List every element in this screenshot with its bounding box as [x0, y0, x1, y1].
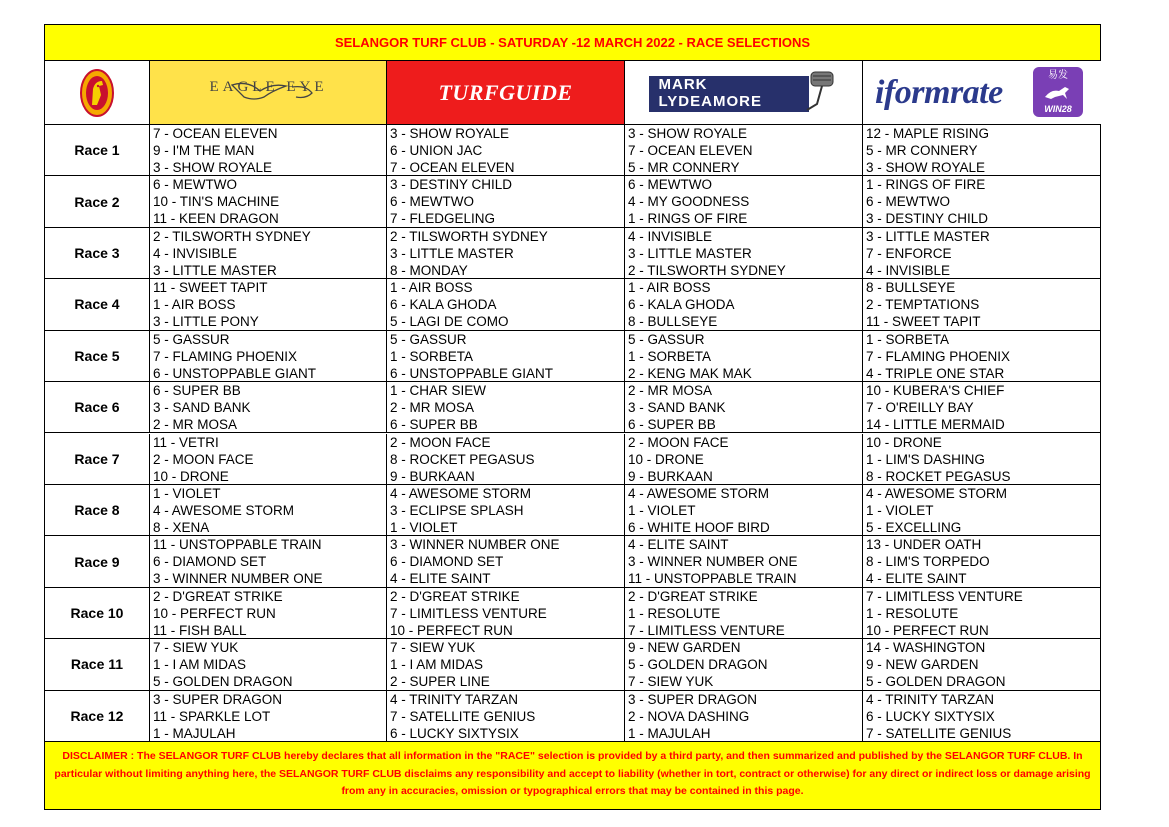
selection-entry: 7 - FLAMING PHOENIX	[866, 348, 1011, 364]
selection-entry: 1 - MAJULAH	[153, 725, 236, 741]
race-row	[45, 331, 1100, 382]
selection-entry: 6 - LUCKY SIXTYSIX	[866, 708, 995, 724]
selection-entry: 3 - LITTLE MASTER	[628, 245, 752, 261]
iformrate-selection-cell	[863, 536, 1102, 586]
selection-entry: 5 - GOLDEN DRAGON	[628, 657, 768, 673]
selection-entry: 3 - DESTINY CHILD	[390, 177, 513, 193]
selection-entry: 4 - AWESOME STORM	[390, 485, 532, 501]
selection-entry: 1 - VIOLET	[153, 485, 221, 501]
race-row	[45, 176, 1100, 227]
iformrate-selection-cell	[863, 228, 1102, 278]
race-label: Race 1	[45, 125, 150, 175]
selection-entry: 1 - CHAR SIEW	[390, 383, 487, 399]
selection-entry: 2 - MOON FACE	[390, 434, 491, 450]
selection-entry: 8 - BULLSEYE	[866, 280, 956, 296]
selection-entry: 6 - MEWTWO	[628, 177, 712, 193]
mark-lydeamore-selection-cell	[625, 125, 863, 175]
selection-entry: 11 - VETRI	[153, 434, 219, 450]
selection-entry: 4 - TRIPLE ONE STAR	[866, 365, 1005, 381]
selection-entry: 6 - SUPER BB	[153, 383, 241, 399]
race-label: Race 9	[45, 536, 150, 586]
selection-entry: 6 - UNION JAC	[390, 143, 483, 158]
selection-entry: 1 - VIOLET	[390, 519, 458, 535]
selection-entry: 6 - LUCKY SIXTYSIX	[390, 725, 519, 741]
selection-entry: 1 - RINGS OF FIRE	[628, 211, 748, 227]
selection-entry: 3 - WINNER NUMBER ONE	[153, 571, 323, 587]
horse-head-crest-icon	[80, 69, 114, 117]
turfguide-selection-cell	[387, 434, 625, 484]
selection-entry: 7 - OCEAN ELEVEN	[153, 126, 278, 141]
selection-entry: 14 - LITTLE MERMAID	[866, 417, 1005, 433]
mark-lydeamore-selection-cell	[625, 434, 863, 484]
turfguide-selection-cell	[387, 485, 625, 535]
race-row	[45, 434, 1100, 485]
selection-entry: 2 - TEMPTATIONS	[866, 297, 980, 313]
mark-lydeamore-logo	[625, 61, 863, 124]
selection-entry: 3 - SUPER DRAGON	[153, 691, 283, 707]
mark-lydeamore-selection-cell	[625, 639, 863, 689]
selection-entry: 4 - ELITE SAINT	[390, 571, 491, 587]
turfguide-selection-cell	[387, 279, 625, 329]
selection-entry: 5 - GASSUR	[153, 331, 230, 347]
selection-entry: 3 - SHOW ROYALE	[390, 126, 510, 141]
selection-entry: 2 - SUPER LINE	[390, 674, 490, 690]
selection-entry: 14 - WASHINGTON	[866, 640, 986, 656]
selection-entry: 3 - SHOW ROYALE	[628, 126, 748, 141]
selection-entry: 10 - PERFECT RUN	[153, 605, 276, 621]
selection-entry: 5 - MR CONNERY	[866, 143, 978, 158]
iformrate-selection-cell	[863, 639, 1102, 689]
selection-entry: 1 - SORBETA	[866, 331, 950, 347]
eagle-eye-selection-cell	[150, 331, 387, 381]
iformrate-selection-cell	[863, 588, 1102, 638]
race-row	[45, 228, 1100, 279]
race-label: Race 4	[45, 279, 150, 329]
race-label: Race 6	[45, 382, 150, 432]
selection-entry: 10 - TIN'S MACHINE	[153, 194, 280, 210]
race-row	[45, 536, 1100, 587]
selection-entry: 2 - D'GREAT STRIKE	[390, 588, 520, 604]
turfguide-selection-cell	[387, 176, 625, 226]
selection-entry: 7 - FLEDGELING	[390, 211, 496, 227]
selection-entry: 11 - KEEN DRAGON	[153, 211, 279, 227]
selection-entry: 4 - AWESOME STORM	[153, 502, 295, 518]
turfguide-selection-cell	[387, 639, 625, 689]
selection-entry: 7 - SATELLITE GENIUS	[866, 725, 1012, 741]
turfguide-selection-cell	[387, 228, 625, 278]
selection-entry: 5 - GASSUR	[390, 331, 467, 347]
disclaimer-text: DISCLAIMER : The SELANGOR TURF CLUB hereby declares that all information in the "RACE" selection is provided by a third party, and then summarized and published by the SELANGOR TURF CLUB. In particular without limiting anything here, the SELANGOR TURF CLUB disclaims any responsibility and accept to liability (whether in tort, contract or otherwise) for any direct or indirect loss or damage arising from any in accuracies, omission or typographical errors that may be contained in this page.	[45, 742, 1100, 809]
selection-entry: 6 - KALA GHODA	[628, 297, 735, 313]
selection-entry: 6 - DIAMOND SET	[153, 554, 267, 570]
race-label: Race 5	[45, 331, 150, 381]
iformrate-wordmark: iformrate	[875, 73, 1003, 111]
selection-entry: 2 - TILSWORTH SYDNEY	[390, 228, 548, 244]
selection-entry: 7 - LIMITLESS VENTURE	[628, 622, 785, 638]
selection-entry: 1 - MAJULAH	[628, 725, 711, 741]
iformrate-selection-cell	[863, 331, 1102, 381]
selection-entry: 9 - BURKAAN	[628, 468, 713, 484]
selection-entry: 3 - SAND BANK	[153, 400, 251, 416]
selection-entry: 5 - EXCELLING	[866, 519, 962, 535]
selection-entry: 2 - MOON FACE	[628, 434, 729, 450]
selection-entry: 11 - SWEET TAPIT	[153, 280, 268, 296]
selection-entry: 3 - WINNER NUMBER ONE	[628, 554, 798, 570]
selection-entry: 2 - MR MOSA	[628, 383, 713, 399]
selection-entry: 6 - WHITE HOOF BIRD	[628, 519, 770, 535]
selection-entry: 8 - BULLSEYE	[628, 314, 718, 330]
selection-entry: 6 - DIAMOND SET	[390, 554, 504, 570]
selection-entry: 1 - AIR BOSS	[628, 280, 711, 296]
selection-entry: 10 - KUBERA'S CHIEF	[866, 383, 1005, 399]
selection-entry: 5 - GASSUR	[628, 331, 705, 347]
mark-lydeamore-selection-cell	[625, 588, 863, 638]
selection-entry: 3 - LITTLE PONY	[153, 314, 259, 330]
selection-entry: 2 - MR MOSA	[390, 400, 475, 416]
eagle-eye-selection-cell	[150, 588, 387, 638]
selection-entry: 10 - DRONE	[153, 468, 229, 484]
selection-entry: 3 - LITTLE MASTER	[153, 262, 277, 278]
eagle-eye-selection-cell	[150, 434, 387, 484]
selection-entry: 2 - D'GREAT STRIKE	[153, 588, 283, 604]
mark-lydeamore-selection-cell	[625, 279, 863, 329]
iformrate-selection-cell	[863, 279, 1102, 329]
eagle-eye-wordmark: EAGLE EYE	[209, 79, 328, 95]
turfguide-selection-cell	[387, 691, 625, 741]
selection-entry: 2 - MOON FACE	[153, 451, 254, 467]
race-label: Race 2	[45, 176, 150, 226]
selection-entry: 6 - SUPER BB	[390, 417, 478, 433]
selection-entry: 7 - OCEAN ELEVEN	[390, 160, 515, 175]
mark-lydeamore-wordmark: MARK LYDEAMORE	[658, 75, 762, 110]
eagle-eye-selection-cell	[150, 125, 387, 175]
selection-entry: 1 - RINGS OF FIRE	[866, 177, 986, 193]
selection-entry: 3 - DESTINY CHILD	[866, 211, 989, 227]
iformrate-selection-cell	[863, 434, 1102, 484]
mark-lydeamore-selection-cell	[625, 176, 863, 226]
selection-entry: 9 - NEW GARDEN	[866, 657, 979, 673]
selection-entry: 4 - AWESOME STORM	[628, 485, 770, 501]
selection-entry: 6 - MEWTWO	[153, 177, 237, 193]
logo-row	[45, 61, 1100, 125]
selection-entry: 3 - LITTLE MASTER	[866, 228, 990, 244]
mark-lydeamore-selection-cell	[625, 691, 863, 741]
selection-entry: 7 - LIMITLESS VENTURE	[390, 605, 547, 621]
turfguide-selection-cell	[387, 382, 625, 432]
selection-entry: 1 - VIOLET	[628, 502, 696, 518]
selection-entry: 1 - RESOLUTE	[866, 605, 959, 621]
selection-entry: 8 - XENA	[153, 519, 210, 535]
race-row	[45, 382, 1100, 433]
race-row	[45, 588, 1100, 639]
selection-entry: 3 - WINNER NUMBER ONE	[390, 537, 560, 553]
iformrate-selection-cell	[863, 382, 1102, 432]
selection-entry: 4 - INVISIBLE	[866, 262, 951, 278]
selection-entry: 1 - VIOLET	[866, 502, 934, 518]
selection-entry: 4 - TRINITY TARZAN	[866, 691, 995, 707]
mark-lydeamore-selection-cell	[625, 485, 863, 535]
mark-lydeamore-selection-cell	[625, 228, 863, 278]
selection-entry: 4 - ELITE SAINT	[628, 537, 729, 553]
eagle-eye-selection-cell	[150, 485, 387, 535]
race-row	[45, 691, 1100, 742]
selection-entry: 2 - MR MOSA	[153, 417, 238, 433]
selection-entry: 3 - SHOW ROYALE	[866, 160, 986, 175]
selection-entry: 12 - MAPLE RISING	[866, 126, 990, 141]
eagle-eye-selection-cell	[150, 691, 387, 741]
selection-entry: 8 - LIM'S TORPEDO	[866, 554, 990, 570]
selection-entry: 7 - O'REILLY BAY	[866, 400, 974, 416]
iformrate-logo	[863, 61, 1102, 124]
race-label: Race 8	[45, 485, 150, 535]
selection-entry: 3 - SHOW ROYALE	[153, 160, 273, 175]
selection-entry: 9 - BURKAAN	[390, 468, 475, 484]
race-row	[45, 125, 1100, 176]
selection-entry: 1 - AIR BOSS	[390, 280, 473, 296]
race-label: Race 10	[45, 588, 150, 638]
race-label: Race 11	[45, 639, 150, 689]
turfguide-selection-cell	[387, 331, 625, 381]
selection-entry: 1 - LIM'S DASHING	[866, 451, 985, 467]
race-row	[45, 485, 1100, 536]
selection-entry: 11 - UNSTOPPABLE TRAIN	[153, 537, 322, 553]
selection-entry: 4 - MY GOODNESS	[628, 194, 750, 210]
selection-entry: 1 - I AM MIDAS	[390, 657, 484, 673]
selection-entry: 1 - RESOLUTE	[628, 605, 721, 621]
eagle-eye-selection-cell	[150, 382, 387, 432]
selection-entry: 1 - AIR BOSS	[153, 297, 236, 313]
race-label: Race 3	[45, 228, 150, 278]
selection-entry: 5 - GOLDEN DRAGON	[866, 674, 1006, 690]
stc-crest-logo	[45, 61, 150, 124]
iformrate-selection-cell	[863, 125, 1102, 175]
selection-entry: 4 - ELITE SAINT	[866, 571, 967, 587]
turfguide-selection-cell	[387, 125, 625, 175]
mark-lydeamore-selection-cell	[625, 536, 863, 586]
selection-entry: 9 - NEW GARDEN	[628, 640, 741, 656]
selection-entry: 6 - SUPER BB	[628, 417, 716, 433]
race-table	[45, 125, 1100, 742]
iformrate-selection-cell	[863, 691, 1102, 741]
selection-entry: 4 - INVISIBLE	[153, 245, 238, 261]
selection-entry: 6 - MEWTWO	[866, 194, 950, 210]
win28-badge: 易发 WIN28	[1033, 67, 1083, 117]
selection-entry: 7 - SATELLITE GENIUS	[390, 708, 536, 724]
selection-entry: 3 - ECLIPSE SPLASH	[390, 502, 524, 518]
selection-entry: 1 - SORBETA	[390, 348, 474, 364]
selection-entry: 9 - I'M THE MAN	[153, 143, 255, 158]
eagle-eye-selection-cell	[150, 536, 387, 586]
eagle-eye-selection-cell	[150, 176, 387, 226]
selection-entry: 5 - LAGI DE COMO	[390, 314, 509, 330]
page-title: SELANGOR TURF CLUB - SATURDAY -12 MARCH 2022 - RACE SELECTIONS	[45, 25, 1100, 61]
eagle-eye-selection-cell	[150, 639, 387, 689]
eagle-eye-selection-cell	[150, 279, 387, 329]
selection-entry: 7 - ENFORCE	[866, 245, 952, 261]
selection-entry: 13 - UNDER OATH	[866, 537, 982, 553]
selection-entry: 7 - FLAMING PHOENIX	[153, 348, 298, 364]
selection-entry: 4 - INVISIBLE	[628, 228, 713, 244]
selection-entry: 1 - I AM MIDAS	[153, 657, 247, 673]
selection-entry: 5 - GOLDEN DRAGON	[153, 674, 293, 690]
selection-entry: 1 - SORBETA	[628, 348, 712, 364]
race-row	[45, 639, 1100, 690]
turfguide-selection-cell	[387, 536, 625, 586]
selection-entry: 10 - DRONE	[866, 434, 942, 450]
selection-entry: 7 - OCEAN ELEVEN	[628, 143, 753, 158]
race-label: Race 7	[45, 434, 150, 484]
selection-entry: 7 - LIMITLESS VENTURE	[866, 588, 1023, 604]
selection-entry: 8 - MONDAY	[390, 262, 468, 278]
selection-entry: 2 - KENG MAK MAK	[628, 365, 752, 381]
selection-entry: 3 - LITTLE MASTER	[390, 245, 514, 261]
selection-entry: 6 - KALA GHODA	[390, 297, 497, 313]
selection-entry: 11 - SWEET TAPIT	[866, 314, 981, 330]
selection-entry: 8 - ROCKET PEGASUS	[390, 451, 535, 467]
selection-entry: 11 - SPARKLE LOT	[153, 708, 271, 724]
selection-entry: 3 - SUPER DRAGON	[628, 691, 758, 707]
eagle-eye-logo	[150, 61, 387, 124]
selection-entry: 10 - PERFECT RUN	[390, 622, 513, 638]
eagle-eye-selection-cell	[150, 228, 387, 278]
selection-entry: 3 - SAND BANK	[628, 400, 726, 416]
iformrate-selection-cell	[863, 485, 1102, 535]
selection-entry: 2 - NOVA DASHING	[628, 708, 750, 724]
selection-entry: 7 - SIEW YUK	[390, 640, 476, 656]
iformrate-selection-cell	[863, 176, 1102, 226]
turfguide-selection-cell	[387, 588, 625, 638]
selection-entry: 11 - FISH BALL	[153, 622, 247, 638]
selection-entry: 5 - MR CONNERY	[628, 160, 740, 175]
mark-lydeamore-selection-cell	[625, 382, 863, 432]
selection-entry: 7 - SIEW YUK	[628, 674, 714, 690]
turfguide-logo: TURFGUIDE	[387, 61, 625, 124]
race-label: Race 12	[45, 691, 150, 741]
racehorse-icon	[1043, 85, 1073, 101]
microphone-icon	[797, 70, 841, 116]
selection-entry: 8 - ROCKET PEGASUS	[866, 468, 1011, 484]
selection-entry: 4 - AWESOME STORM	[866, 485, 1008, 501]
selection-entry: 10 - DRONE	[628, 451, 704, 467]
selection-entry: 6 - UNSTOPPABLE GIANT	[390, 365, 554, 381]
selection-entry: 4 - TRINITY TARZAN	[390, 691, 519, 707]
race-row	[45, 279, 1100, 330]
mark-lydeamore-selection-cell	[625, 331, 863, 381]
selection-entry: 2 - D'GREAT STRIKE	[628, 588, 758, 604]
selection-entry: 7 - SIEW YUK	[153, 640, 239, 656]
selection-entry: 6 - UNSTOPPABLE GIANT	[153, 365, 317, 381]
selection-entry: 11 - UNSTOPPABLE TRAIN	[628, 571, 797, 587]
selection-entry: 10 - PERFECT RUN	[866, 622, 989, 638]
selection-entry: 2 - TILSWORTH SYDNEY	[153, 228, 311, 244]
selection-entry: 6 - MEWTWO	[390, 194, 474, 210]
selection-entry: 2 - TILSWORTH SYDNEY	[628, 262, 786, 278]
selections-sheet	[44, 24, 1101, 810]
